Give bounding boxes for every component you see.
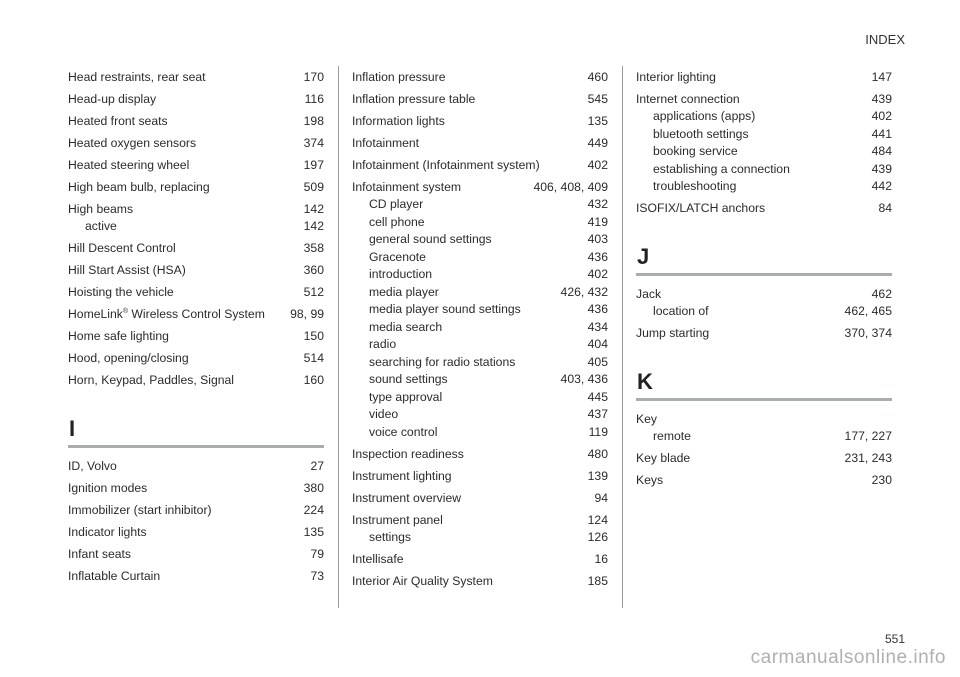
index-term <box>369 424 437 442</box>
index-entry <box>352 157 608 175</box>
index-entry <box>636 91 892 109</box>
index-subentry <box>636 161 892 179</box>
index-term <box>68 350 189 368</box>
index-entry <box>68 306 324 324</box>
index-entry <box>636 472 892 490</box>
index-entry <box>352 113 608 131</box>
index-term-text: introduction <box>369 267 433 281</box>
index-subentry <box>352 354 608 372</box>
page-references: 514 <box>303 351 324 365</box>
page-references: 370, 374 <box>844 326 892 340</box>
index-term <box>653 161 790 179</box>
page-references: 126 <box>587 530 608 544</box>
index-term <box>369 249 426 267</box>
page-references: 432 <box>587 197 608 211</box>
page-references: 402 <box>871 109 892 123</box>
index-entry <box>68 546 324 564</box>
index-entry <box>352 179 608 197</box>
index-entry <box>68 113 324 131</box>
index-subentry <box>636 178 892 196</box>
index-term <box>369 371 448 389</box>
index-term <box>68 157 189 175</box>
page-references: 374 <box>303 135 324 150</box>
page-references: 436 <box>587 249 608 264</box>
index-term <box>636 472 663 490</box>
index-term-text: Infotainment <box>352 135 420 150</box>
index-term <box>85 218 117 236</box>
index-term-text: Inflation pressure <box>352 69 446 84</box>
index-term-text: Key blade <box>636 451 691 465</box>
index-term <box>68 179 210 197</box>
index-term-text: Inflation pressure table <box>352 91 476 106</box>
index-term <box>68 502 212 520</box>
index-column-1 <box>68 64 324 585</box>
index-entry <box>68 568 324 586</box>
index-entry <box>636 286 892 304</box>
registered-mark: ® <box>122 307 129 315</box>
page-references: 449 <box>587 135 608 150</box>
index-term-text: Instrument lighting <box>352 468 452 483</box>
index-subentry <box>352 214 608 232</box>
index-subentry <box>352 406 608 424</box>
index-term-text: general sound settings <box>369 232 492 246</box>
index-term-text: radio <box>369 337 397 351</box>
index-subentry <box>636 143 892 161</box>
index-term <box>653 143 738 161</box>
index-subentry <box>352 266 608 284</box>
index-term-text: Inspection readiness <box>352 446 464 461</box>
index-entry <box>68 91 324 109</box>
index-term-text: Information lights <box>352 113 445 128</box>
page-references: 406, 408, 409 <box>533 179 608 194</box>
index-term-text: Hood, opening/closing <box>68 351 189 365</box>
index-term <box>352 157 540 175</box>
index-term-text: active <box>85 219 117 233</box>
index-entry <box>68 458 324 476</box>
index-term <box>68 113 168 131</box>
page-references: 142 <box>303 219 324 233</box>
page-references: 403, 436 <box>560 372 608 386</box>
index-term <box>68 546 131 564</box>
index-term-text: applications (apps) <box>653 109 756 123</box>
index-term <box>352 91 475 109</box>
index-term <box>68 240 176 258</box>
page-references: 142 <box>303 201 324 216</box>
index-term <box>636 450 690 468</box>
page-references: 198 <box>303 113 324 128</box>
column-divider <box>622 66 623 608</box>
page-references: 402 <box>587 267 608 281</box>
index-term <box>68 480 147 498</box>
index-term <box>636 91 740 109</box>
page-references: 380 <box>303 480 324 495</box>
index-entry <box>68 524 324 542</box>
page-references: 480 <box>587 446 608 461</box>
index-entry <box>68 372 324 390</box>
index-entry <box>352 135 608 153</box>
index-term-text: Infant seats <box>68 546 132 561</box>
index-entry <box>636 69 892 87</box>
index-term-text: Heated steering wheel <box>68 157 190 172</box>
index-term-text: Infotainment (Infotainment system) <box>352 157 540 172</box>
page-references: 84 <box>878 201 892 215</box>
index-term-text: Inflatable Curtain <box>68 568 161 583</box>
index-term <box>352 135 419 153</box>
index-entry <box>68 201 324 219</box>
section-rule <box>636 398 892 401</box>
page-references: 116 <box>304 91 324 106</box>
index-term <box>636 286 661 304</box>
section-letter-block <box>636 369 892 401</box>
index-subentry <box>352 284 608 302</box>
page-references: 360 <box>303 263 324 277</box>
index-subentry <box>68 218 324 236</box>
index-entry <box>68 240 324 258</box>
index-term <box>653 178 736 196</box>
index-term <box>352 512 443 530</box>
index-entry <box>68 480 324 498</box>
page-references: 462 <box>871 286 892 301</box>
index-entry <box>68 157 324 175</box>
page-references: 436 <box>587 302 608 316</box>
index-term-text: High beams <box>68 201 134 216</box>
index-term <box>352 468 452 486</box>
index-term-text: sound settings <box>369 372 448 386</box>
index-term <box>352 113 445 131</box>
index-entry <box>352 573 608 591</box>
index-entry <box>68 328 324 346</box>
section-letter: I <box>69 415 76 441</box>
index-term <box>352 179 461 197</box>
index-term-text: Intellisafe <box>352 552 404 566</box>
index-term-text: Instrument panel <box>352 512 443 527</box>
page-references: 445 <box>587 389 608 404</box>
index-term <box>352 573 493 591</box>
index-term <box>369 336 396 354</box>
index-term <box>636 69 716 87</box>
section-letter: K <box>637 368 653 394</box>
page-references: 419 <box>587 214 608 229</box>
watermark: carmanualsonline.info <box>750 647 946 668</box>
index-term-text: media player sound settings <box>369 302 521 316</box>
index-term-text: Instrument overview <box>352 490 462 505</box>
index-entry <box>352 512 608 530</box>
index-term-text: settings <box>369 530 412 544</box>
index-term <box>653 126 749 144</box>
page-references: 404 <box>587 337 608 351</box>
index-term-text: ID, Volvo <box>68 458 117 473</box>
index-term <box>369 266 432 284</box>
index-entry <box>68 262 324 280</box>
section-letter-block <box>636 244 892 276</box>
index-term <box>369 284 439 302</box>
index-term <box>352 551 404 569</box>
index-term <box>369 354 515 372</box>
index-term <box>68 262 186 280</box>
index-term-text: Immobilizer (start inhibitor) <box>68 502 212 517</box>
index-entry <box>352 468 608 486</box>
index-term <box>636 325 709 343</box>
index-subentry <box>352 249 608 267</box>
index-term-text: searching for radio stations <box>369 354 516 369</box>
page-references: 358 <box>303 241 324 255</box>
page-references: 439 <box>871 161 892 176</box>
index-entry <box>636 325 892 343</box>
index-term <box>68 201 133 219</box>
index-term-text: Ignition modes <box>68 480 148 495</box>
index-term <box>68 91 156 109</box>
index-term <box>369 319 442 337</box>
index-term <box>653 108 755 126</box>
page-references: 170 <box>303 69 324 84</box>
index-entry <box>636 450 892 468</box>
index-subentry <box>352 389 608 407</box>
page-references: 16 <box>594 552 608 566</box>
page-references: 177, 227 <box>844 429 892 443</box>
index-term <box>68 135 196 153</box>
index-entry <box>352 446 608 464</box>
page-references: 462, 465 <box>844 304 892 318</box>
index-subentry <box>636 428 892 446</box>
page-references: 139 <box>587 468 608 483</box>
index-term-text: Hill Start Assist (HSA) <box>68 263 186 277</box>
page-references: 403 <box>587 232 608 246</box>
index-entry <box>636 200 892 218</box>
index-term-text: Heated front seats <box>68 113 168 128</box>
index-subentry <box>352 529 608 547</box>
index-entry <box>68 284 324 302</box>
index-term <box>352 490 461 508</box>
index-term-text: Interior lighting <box>636 69 716 84</box>
page-references: 197 <box>303 157 324 172</box>
index-subentry <box>636 126 892 144</box>
index-term <box>352 69 446 87</box>
index-term-text: troubleshooting <box>653 179 737 193</box>
index-term-text: Gracenote <box>369 249 426 264</box>
index-term <box>68 69 206 87</box>
page-references: 160 <box>303 373 324 387</box>
index-entry <box>636 411 892 429</box>
page-references: 185 <box>587 574 608 588</box>
index-term <box>369 301 521 319</box>
index-term <box>653 303 709 321</box>
index-term-text-rest: Wireless Control System <box>128 307 265 321</box>
index-term <box>352 446 464 464</box>
index-term-text: media search <box>369 319 443 334</box>
index-term-text: remote <box>653 429 691 443</box>
section-letter-block <box>68 416 324 448</box>
index-term-text: Infotainment system <box>352 179 462 194</box>
index-term-text: type approval <box>369 389 443 404</box>
section-title: INDEX <box>865 32 905 47</box>
page-references: 224 <box>303 502 324 517</box>
index-subentry <box>352 424 608 442</box>
index-term-text: Head-up display <box>68 91 157 106</box>
index-entry <box>68 69 324 87</box>
index-term <box>369 529 411 547</box>
section-letter: J <box>637 243 650 269</box>
index-term <box>68 328 169 346</box>
page-references: 135 <box>587 113 608 128</box>
index-term-text: Head restraints, rear seat <box>68 69 206 84</box>
section-rule <box>636 273 892 276</box>
index-term <box>369 214 425 232</box>
index-term-text: establishing a connection <box>653 161 790 176</box>
index-term <box>369 196 423 214</box>
index-term-text: video <box>369 407 399 421</box>
index-term-text: Jack <box>636 286 662 301</box>
index-subentry <box>636 303 892 321</box>
index-term-text: Home safe lighting <box>68 329 169 343</box>
index-subentry <box>636 108 892 126</box>
index-entry <box>68 179 324 197</box>
page-references: 439 <box>871 91 892 106</box>
index-term-text: location of <box>653 304 709 318</box>
section-rule <box>68 445 324 448</box>
index-term-text: cell phone <box>369 214 425 229</box>
index-term-text: High beam bulb, replacing <box>68 179 210 194</box>
index-term-text: booking service <box>653 144 738 158</box>
index-entry <box>68 350 324 368</box>
index-term-text: Key <box>636 411 658 426</box>
page-references: 460 <box>587 69 608 84</box>
page-references: 426, 432 <box>560 284 608 299</box>
page-references: 231, 243 <box>844 451 892 465</box>
index-subentry <box>352 231 608 249</box>
index-entry <box>68 502 324 520</box>
index-term-text: HomeLink <box>68 307 123 321</box>
page-references: 135 <box>303 524 324 539</box>
page-references: 545 <box>587 91 608 106</box>
index-column-3 <box>636 64 892 490</box>
index-term-text: Jump starting <box>636 326 710 340</box>
index-term <box>68 306 265 324</box>
index-term-text: bluetooth settings <box>653 126 749 141</box>
page-references: 512 <box>303 285 324 299</box>
index-subentry <box>352 301 608 319</box>
index-term <box>369 389 442 407</box>
index-term <box>369 406 398 424</box>
index-subentry <box>352 319 608 337</box>
index-term-text: Hoisting the vehicle <box>68 285 174 299</box>
page-references: 441 <box>871 126 892 141</box>
index-term <box>653 428 691 446</box>
index-entry <box>352 69 608 87</box>
index-entry <box>352 490 608 508</box>
page-references: 27 <box>310 458 324 473</box>
page-references: 437 <box>587 407 608 421</box>
page-references: 94 <box>594 490 608 505</box>
page-references: 124 <box>587 512 608 527</box>
index-term-text: Horn, Keypad, Paddles, Signal <box>68 373 234 387</box>
page-references: 230 <box>871 473 892 487</box>
index-entry <box>352 91 608 109</box>
page-references: 98, 99 <box>290 307 324 321</box>
page-references: 509 <box>303 179 324 194</box>
index-entry <box>68 135 324 153</box>
index-term-text: Hill Descent Control <box>68 241 176 255</box>
page-references: 73 <box>310 568 324 583</box>
index-term-text: Keys <box>636 473 664 487</box>
index-term <box>68 568 160 586</box>
index-term-text: media player <box>369 284 439 299</box>
index-term-text: Interior Air Quality System <box>352 574 493 588</box>
index-subentry <box>352 371 608 389</box>
index-term <box>68 372 234 390</box>
index-entry <box>352 551 608 569</box>
index-term <box>636 411 657 429</box>
page-references: 442 <box>871 179 892 193</box>
index-term <box>369 231 492 249</box>
page-references: 402 <box>587 157 608 172</box>
index-subentry <box>352 336 608 354</box>
page-references: 79 <box>310 546 324 561</box>
page-references: 119 <box>588 424 608 439</box>
index-term-text: Heated oxygen sensors <box>68 135 197 150</box>
index-term <box>68 524 147 542</box>
index-term <box>636 200 765 218</box>
index-term-text: voice control <box>369 424 438 439</box>
index-term-text: Indicator lights <box>68 524 147 539</box>
index-term-text: Internet connection <box>636 91 740 106</box>
page-references: 484 <box>871 144 892 158</box>
index-subentry <box>352 196 608 214</box>
index-term <box>68 284 174 302</box>
page-references: 434 <box>587 319 608 334</box>
index-term-text: ISOFIX/LATCH anchors <box>636 201 766 215</box>
page-references: 150 <box>303 329 324 343</box>
page-number: 551 <box>884 632 905 646</box>
index-column-2 <box>352 64 608 591</box>
index-term <box>68 458 117 476</box>
page-references: 147 <box>871 69 892 84</box>
page-references: 405 <box>587 354 608 369</box>
index-term-text: CD player <box>369 197 424 211</box>
column-divider <box>338 66 339 608</box>
